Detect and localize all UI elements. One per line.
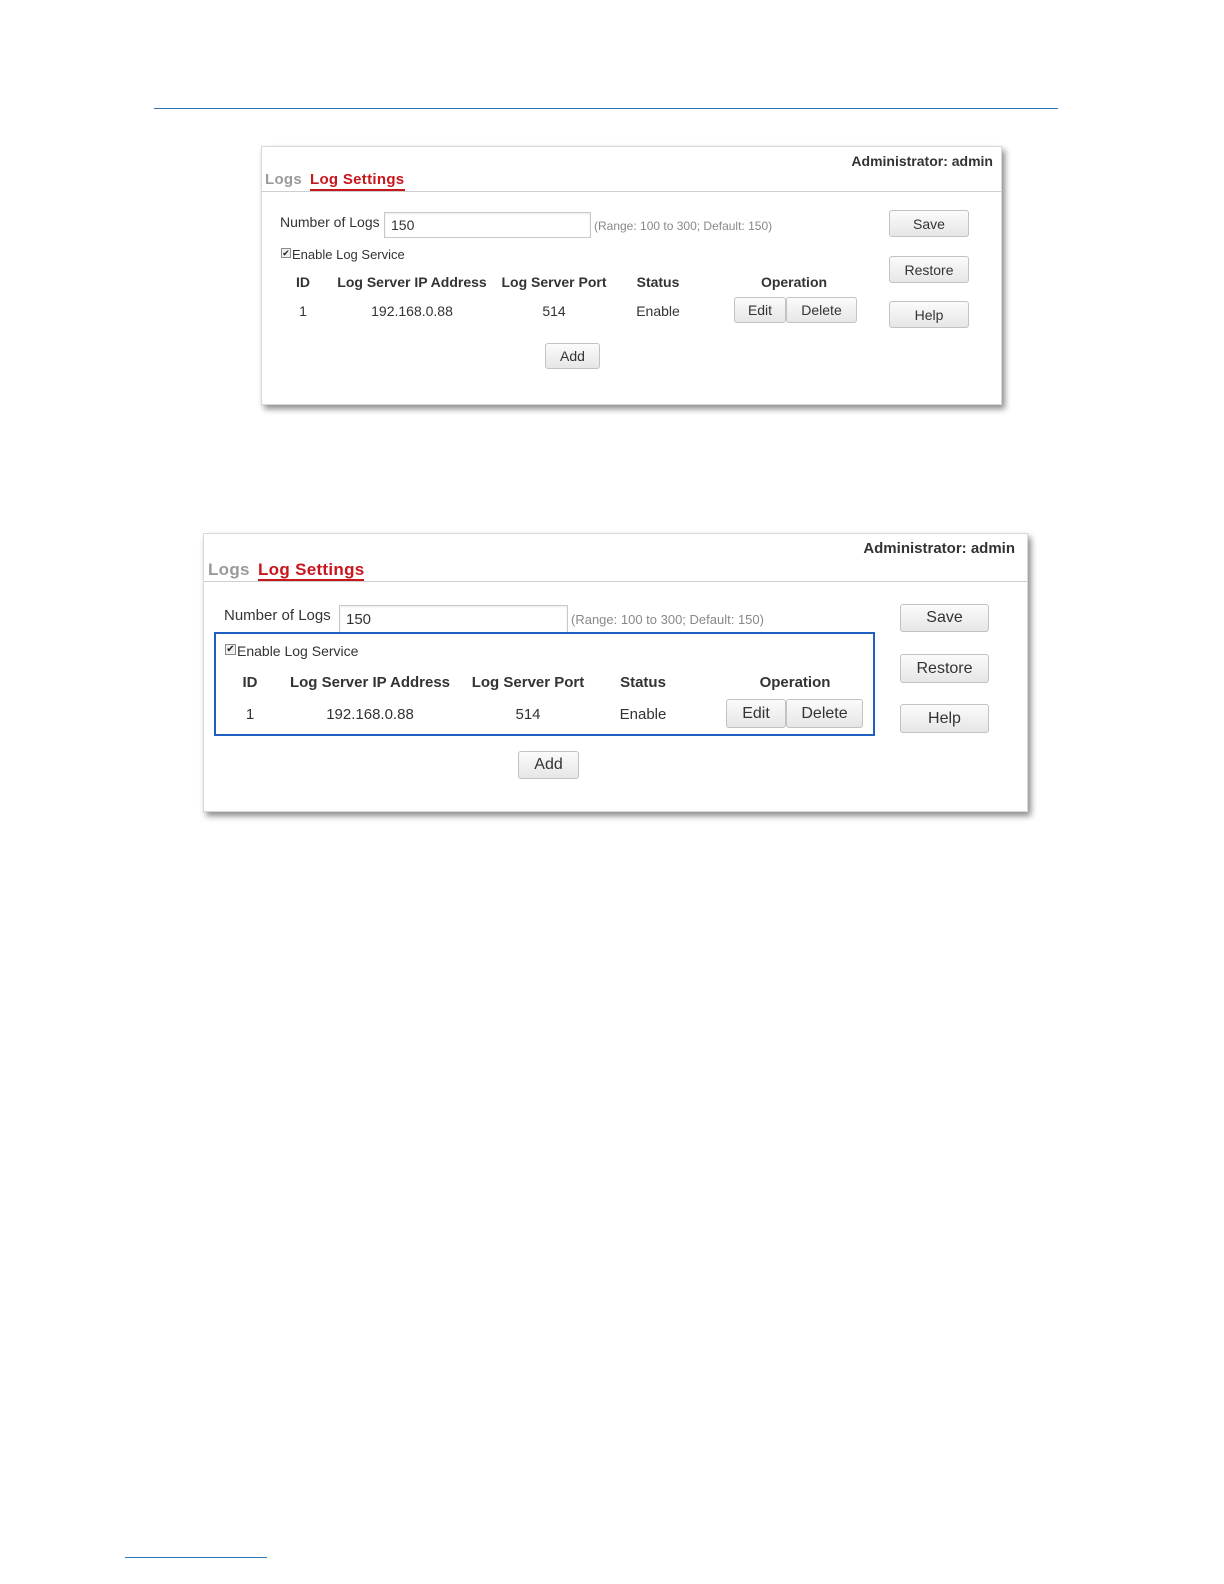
column-header-operation: Operation — [760, 274, 828, 290]
cell-ip-address: 192.168.0.88 — [326, 706, 414, 723]
edit-button[interactable]: Edit — [734, 297, 786, 323]
save-button[interactable]: Save — [900, 604, 989, 632]
restore-button[interactable]: Restore — [889, 256, 969, 283]
tab-log-settings[interactable]: Log Settings — [310, 171, 405, 188]
column-header-id: ID — [296, 274, 310, 290]
cell-port: 514 — [515, 706, 541, 723]
log-settings-panel-2 — [203, 533, 1028, 812]
cell-status: Enable — [619, 706, 667, 723]
tab-divider — [204, 581, 1027, 582]
tab-logs[interactable]: Logs — [265, 171, 303, 188]
log-settings-panel-1 — [261, 146, 1002, 405]
footer-rule — [125, 1557, 267, 1558]
column-header-id: ID — [242, 674, 258, 691]
enable-log-service-checkbox[interactable]: ✔ — [226, 643, 235, 655]
save-button[interactable]: Save — [889, 210, 969, 237]
cell-ip-address: 192.168.0.88 — [371, 303, 453, 319]
delete-button[interactable]: Delete — [786, 699, 863, 728]
column-header-operation: Operation — [759, 674, 831, 691]
help-button[interactable]: Help — [889, 301, 969, 328]
cell-port: 514 — [542, 303, 566, 319]
cell-id: 1 — [245, 706, 255, 723]
add-button[interactable]: Add — [545, 343, 600, 369]
number-of-logs-input[interactable]: 150 — [384, 212, 591, 238]
number-of-logs-label: Number of Logs — [280, 214, 380, 230]
range-hint: (Range: 100 to 300; Default: 150) — [571, 612, 764, 627]
number-of-logs-input[interactable]: 150 — [339, 605, 568, 633]
column-header-ip-address: Log Server IP Address — [289, 674, 451, 691]
tab-divider — [262, 191, 1001, 192]
cell-status: Enable — [636, 303, 680, 319]
enable-log-service-label: Enable Log Service — [292, 247, 405, 262]
column-header-status: Status — [620, 674, 666, 691]
range-hint: (Range: 100 to 300; Default: 150) — [594, 219, 773, 233]
help-button[interactable]: Help — [900, 704, 989, 733]
column-header-status: Status — [636, 274, 680, 290]
page-top-rule — [154, 108, 1058, 109]
restore-button[interactable]: Restore — [900, 654, 989, 683]
administrator-label: Administrator: admin — [863, 540, 1015, 557]
column-header-port: Log Server Port — [471, 674, 585, 691]
add-button[interactable]: Add — [518, 751, 579, 779]
number-of-logs-label: Number of Logs — [224, 607, 331, 624]
column-header-port: Log Server Port — [501, 274, 607, 290]
cell-id: 1 — [299, 303, 307, 319]
tab-logs[interactable]: Logs — [208, 560, 250, 579]
delete-button[interactable]: Delete — [786, 297, 857, 323]
administrator-label: Administrator: admin — [851, 153, 993, 169]
enable-log-service-label: Enable Log Service — [237, 643, 359, 659]
edit-button[interactable]: Edit — [726, 699, 786, 728]
enable-log-service-checkbox[interactable]: ✔ — [282, 247, 290, 258]
column-header-ip-address: Log Server IP Address — [337, 274, 487, 290]
tab-log-settings[interactable]: Log Settings — [258, 560, 365, 579]
